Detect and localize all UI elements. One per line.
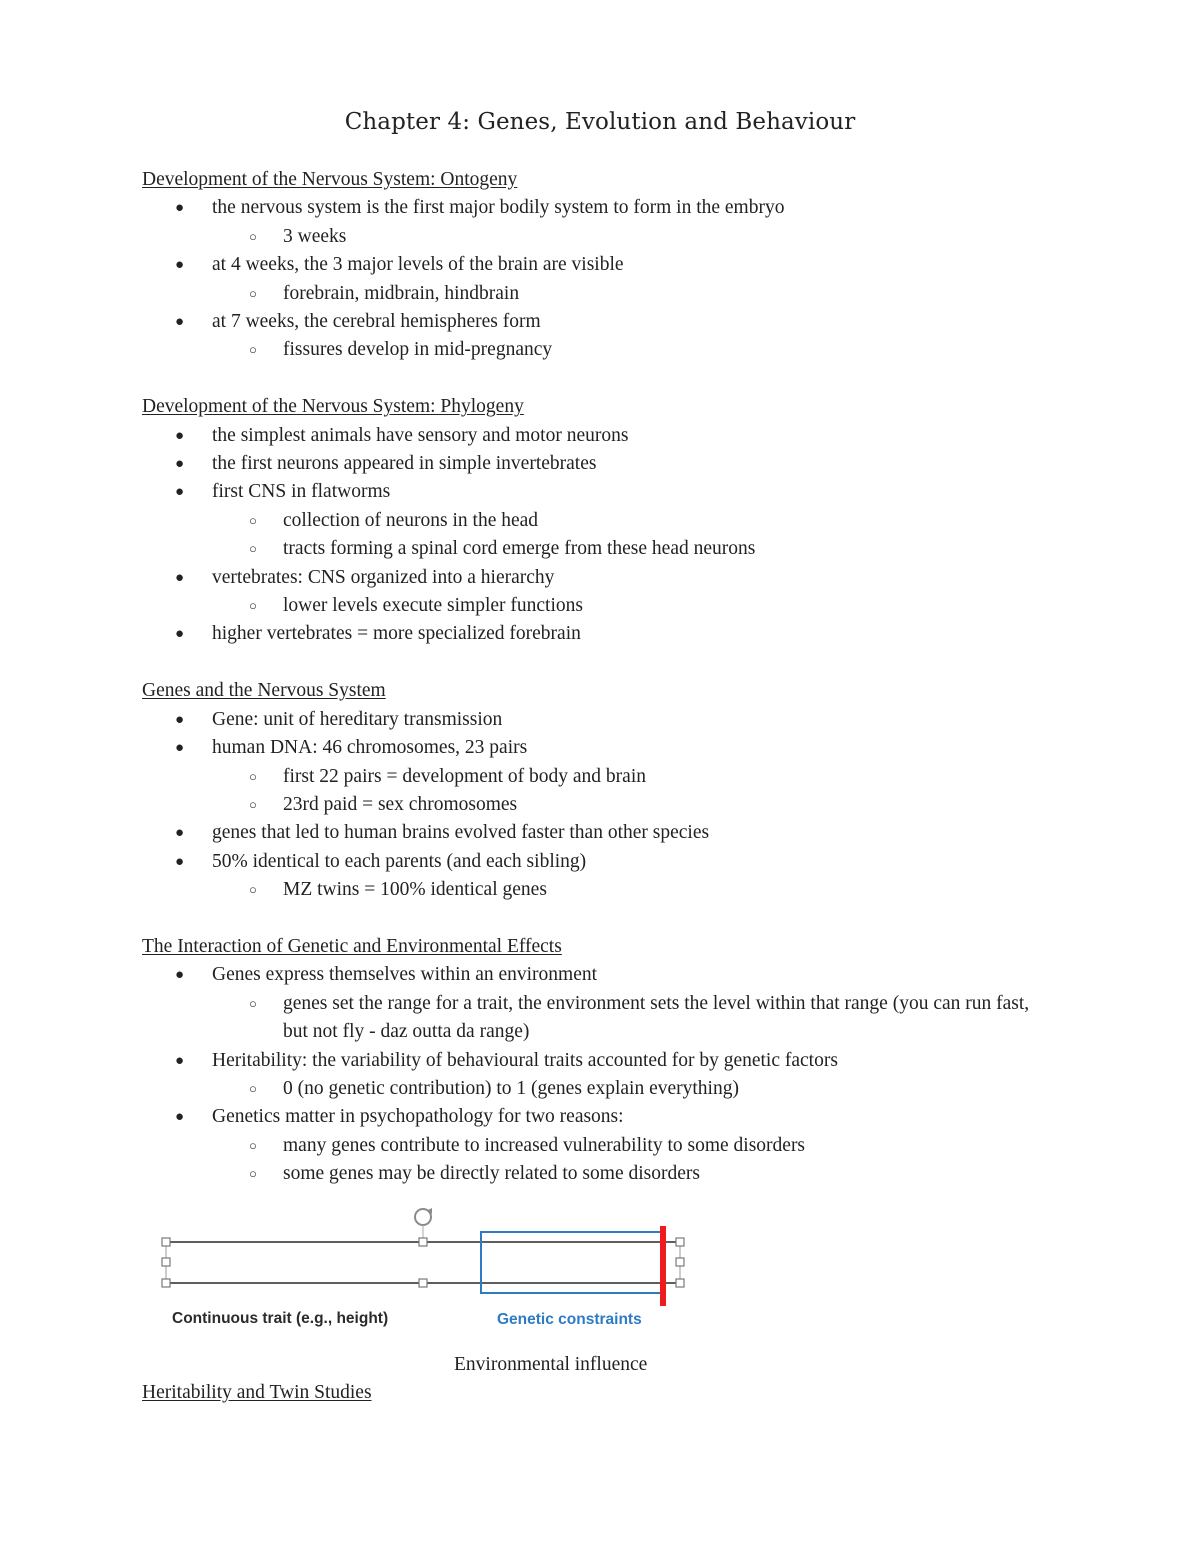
- sub-list-container: [142, 280, 1042, 308]
- hollow-bullet-icon: ○: [249, 882, 257, 898]
- hollow-bullet-icon: ○: [249, 285, 257, 301]
- sub-bullet-text: many genes contribute to increased vulnerability to some disorders: [283, 1134, 806, 1156]
- bullet-list: [142, 961, 1042, 1188]
- sub-bullet-text: MZ twins = 100% identical genes: [283, 879, 547, 901]
- sub-bullet-text: collection of neurons in the head: [283, 509, 539, 531]
- sub-bullet-text: 0 (no genetic contribution) to 1 (genes explain everything): [283, 1077, 739, 1099]
- section-heading: Development of the Nervous System: Ontogeny: [142, 169, 518, 190]
- sub-bullet-text: lower levels execute simpler functions: [283, 595, 583, 617]
- sub-bullet-text: forebrain, midbrain, hindbrain: [283, 282, 520, 304]
- bullet-item: [142, 1103, 1042, 1131]
- sub-bullet-item: [212, 592, 1042, 620]
- bullet-text: the first neurons appeared in simple invertebrates: [212, 453, 597, 475]
- sub-bullet-list: [142, 1132, 1042, 1189]
- section-spacer: [142, 365, 1042, 393]
- hollow-bullet-icon: ○: [249, 768, 257, 784]
- sub-bullet-item: [212, 763, 1042, 791]
- bullet-list: [142, 194, 1042, 364]
- environmental-influence-label: Environmental influence: [454, 1354, 648, 1375]
- sub-bullet-item: [212, 535, 1042, 563]
- section: [142, 166, 1042, 365]
- bullet-item: [142, 450, 1042, 478]
- sub-bullet-text: 3 weeks: [283, 225, 347, 247]
- sub-bullet-list: [142, 280, 1042, 308]
- filled-bullet-icon: ●: [175, 853, 185, 870]
- resize-handle-left[interactable]: [162, 1258, 170, 1266]
- sub-bullet-text: first 22 pairs = development of body and brain: [283, 765, 646, 787]
- filled-bullet-icon: ●: [175, 484, 185, 501]
- bullet-text: Genes express themselves within an environment: [212, 964, 598, 986]
- hollow-bullet-icon: ○: [249, 995, 257, 1011]
- section-heading: Genes and the Nervous System: [142, 680, 386, 702]
- bullet-text: the simplest animals have sensory and motor neurons: [212, 424, 629, 446]
- trait-range-diagram: [160, 1204, 700, 1334]
- sub-bullet-list: [142, 763, 1042, 820]
- bullet-item: [142, 308, 1042, 336]
- sub-bullet-list: [142, 223, 1042, 251]
- bullet-item: [142, 961, 1042, 989]
- resize-handle-top-right[interactable]: [676, 1238, 684, 1246]
- rotate-handle-icon[interactable]: [415, 1208, 432, 1238]
- hollow-bullet-icon: ○: [249, 1166, 257, 1182]
- bullet-text: vertebrates: CNS organized into a hierarchy: [212, 566, 555, 588]
- sub-bullet-text: tracts forming a spinal cord emerge from these head neurons: [283, 538, 756, 560]
- sub-list-container: [142, 876, 1042, 904]
- sub-bullet-item: [212, 791, 1042, 819]
- filled-bullet-icon: ●: [175, 740, 185, 757]
- filled-bullet-icon: ●: [175, 456, 185, 473]
- hollow-bullet-icon: ○: [249, 1080, 257, 1096]
- filled-bullet-icon: ●: [175, 825, 185, 842]
- hollow-bullet-icon: ○: [249, 796, 257, 812]
- sub-bullet-list: [142, 592, 1042, 620]
- bullet-list: [142, 706, 1042, 905]
- bullet-text: Gene: unit of hereditary transmission: [212, 708, 503, 730]
- filled-bullet-icon: ●: [175, 257, 185, 274]
- sub-list-container: [142, 223, 1042, 251]
- resize-handle-bottom-right[interactable]: [676, 1279, 684, 1287]
- bullet-item: [142, 620, 1042, 648]
- hollow-bullet-icon: ○: [249, 342, 257, 358]
- sub-bullet-list: [142, 990, 1042, 1047]
- bullet-text: genes that led to human brains evolved faster than other species: [212, 822, 710, 844]
- section: [142, 933, 1042, 1189]
- bullet-text: Genetics matter in psychopathology for two reasons:: [212, 1106, 624, 1128]
- sub-bullet-text: some genes may be directly related to some disorders: [283, 1163, 700, 1185]
- document-body: [142, 166, 1042, 1189]
- sub-list-container: [142, 1132, 1042, 1189]
- bullet-list: [142, 422, 1042, 649]
- sub-bullet-item: [212, 876, 1042, 904]
- filled-bullet-icon: ●: [175, 967, 185, 984]
- filled-bullet-icon: ●: [175, 1109, 185, 1126]
- sub-bullet-text: genes set the range for a trait, the environment sets the level within that range (you can run fast, but not fly - daz outta da range): [283, 992, 1030, 1043]
- filled-bullet-icon: ●: [175, 314, 185, 331]
- sub-list-container: [142, 1075, 1042, 1103]
- sub-bullet-text: 23rd paid = sex chromosomes: [283, 793, 518, 815]
- resize-handle-bottom[interactable]: [419, 1279, 427, 1287]
- bullet-item: [142, 478, 1042, 506]
- continuous-trait-label: Continuous trait (e.g., height): [172, 1310, 389, 1327]
- bullet-item: [142, 1047, 1042, 1075]
- bullet-item: [142, 848, 1042, 876]
- section: [142, 393, 1042, 649]
- filled-bullet-icon: ●: [175, 1052, 185, 1069]
- resize-handle-top-left[interactable]: [162, 1238, 170, 1246]
- bullet-item: [142, 734, 1042, 762]
- resize-handle-bottom-left[interactable]: [162, 1279, 170, 1287]
- bullet-text: 50% identical to each parents (and each sibling): [212, 850, 587, 872]
- hollow-bullet-icon: ○: [249, 598, 257, 614]
- filled-bullet-icon: ●: [175, 626, 185, 643]
- sub-bullet-item: [212, 1132, 1042, 1160]
- sub-bullet-item: [212, 280, 1042, 308]
- selection-frame: [166, 1242, 680, 1283]
- sub-bullet-item: [212, 990, 1042, 1047]
- bullet-item: [142, 422, 1042, 450]
- environment-marker: [660, 1226, 666, 1306]
- resize-handle-top[interactable]: [419, 1238, 427, 1246]
- hollow-bullet-icon: ○: [249, 512, 257, 528]
- bullet-text: the nervous system is the first major bodily system to form in the embryo: [212, 197, 785, 219]
- section-spacer: [142, 649, 1042, 677]
- sub-list-container: [142, 763, 1042, 820]
- bullet-item: [142, 564, 1042, 592]
- sub-list-container: [142, 990, 1042, 1047]
- sub-bullet-list: [142, 507, 1042, 564]
- section-heading: The Interaction of Genetic and Environmental Effects: [142, 935, 562, 957]
- filled-bullet-icon: ●: [175, 427, 185, 444]
- section-heading-heritability: Heritability and Twin Studies: [142, 1382, 372, 1403]
- bullet-text: first CNS in flatworms: [212, 481, 391, 503]
- sub-bullet-list: [142, 876, 1042, 904]
- bullet-text: higher vertebrates = more specialized forebrain: [212, 623, 581, 645]
- sub-bullet-item: [212, 507, 1042, 535]
- filled-bullet-icon: ●: [175, 200, 185, 217]
- sub-bullet-text: fissures develop in mid-pregnancy: [283, 339, 553, 361]
- sub-bullet-item: [212, 223, 1042, 251]
- sub-bullet-list: [142, 1075, 1042, 1103]
- resize-handle-right[interactable]: [676, 1258, 684, 1266]
- sub-bullet-item: [212, 1160, 1042, 1188]
- hollow-bullet-icon: ○: [249, 1137, 257, 1153]
- filled-bullet-icon: ●: [175, 569, 185, 586]
- filled-bullet-icon: ●: [175, 711, 185, 728]
- section-heading: Development of the Nervous System: Phylogeny: [142, 396, 524, 418]
- sub-list-container: [142, 336, 1042, 364]
- sub-bullet-item: [212, 1075, 1042, 1103]
- bullet-item: [142, 251, 1042, 279]
- sub-list-container: [142, 592, 1042, 620]
- hollow-bullet-icon: ○: [249, 541, 257, 557]
- sub-list-container: [142, 507, 1042, 564]
- bullet-item: [142, 706, 1042, 734]
- bullet-item: [142, 819, 1042, 847]
- genetic-constraints-label: Genetic constraints: [497, 1311, 642, 1328]
- document-title: Chapter 4: Genes, Evolution and Behaviour: [344, 109, 856, 135]
- sub-bullet-list: [142, 336, 1042, 364]
- bullet-text: at 7 weeks, the cerebral hemispheres form: [212, 311, 541, 333]
- trait-range-graphic: [160, 1204, 700, 1314]
- bullet-text: human DNA: 46 chromosomes, 23 pairs: [212, 737, 528, 759]
- bullet-text: Heritability: the variability of behavioural traits accounted for by genetic factors: [212, 1049, 838, 1071]
- bullet-item: [142, 194, 1042, 222]
- bullet-text: at 4 weeks, the 3 major levels of the brain are visible: [212, 254, 624, 276]
- hollow-bullet-icon: ○: [249, 228, 257, 244]
- section: [142, 677, 1042, 904]
- section-spacer: [142, 905, 1042, 933]
- sub-bullet-item: [212, 336, 1042, 364]
